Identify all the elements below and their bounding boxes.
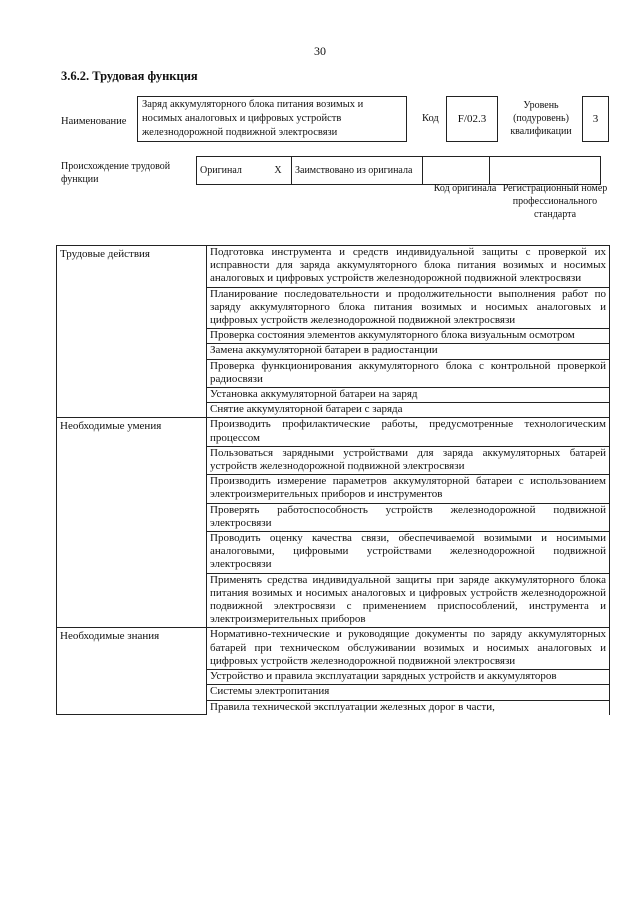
- original-code-cell: [423, 157, 490, 185]
- original-mark: X: [265, 157, 292, 185]
- section-title: 3.6.2. Трудовая функция: [61, 69, 198, 83]
- table-cell-item: Системы электропитания: [207, 685, 610, 700]
- table-cell-item: Проверять работоспособность устройств железнодорожной подвижной электросвязи: [207, 503, 610, 531]
- table-cell-item: Планирование последовательности и продолжительности выполнения работ по заряду аккумуляторного блока питания возимых и носимых аналоговых и цифровых устройств железнодорожной подвижной электросвязи: [207, 287, 610, 329]
- table-cell-item: Проводить оценку качества связи, обеспечиваемой возимыми и носимыми аналоговыми, цифровыми устройствами железнодорожной подвижной электросвязи: [207, 532, 610, 574]
- name-value: Заряд аккумуляторного блока питания возимых и носимых аналоговых и цифровых устройств железнодорожной подвижной электросвязи: [137, 96, 407, 142]
- page-number: 30: [314, 44, 326, 58]
- table-cell-item: Замена аккумуляторной батареи в радиостанции: [207, 344, 610, 359]
- table-cell-item: Производить измерение параметров аккумуляторной батареи с использованием электроизмерительных приборов и инструментов: [207, 475, 610, 503]
- required-knowledge-category: Необходимые знания: [57, 628, 207, 715]
- level-value: 3: [582, 96, 609, 142]
- code-value: F/02.3: [446, 96, 498, 142]
- table-cell-item: Снятие аккумуляторной батареи с заряда: [207, 403, 610, 418]
- table-cell-item: Установка аккумуляторной батареи на заряд: [207, 388, 610, 403]
- table-cell-item: Устройство и правила эксплуатации зарядных устройств и аккумуляторов: [207, 670, 610, 685]
- table-cell-item: Проверка состояния элементов аккумуляторного блока визуальным осмотром: [207, 329, 610, 344]
- table-cell-item: Пользоваться зарядными устройствами для заряда аккумуляторных батарей устройств железнодорожной подвижной электросвязи: [207, 446, 610, 474]
- table-cell-item: Производить профилактические работы, предусмотренные технологическим процессом: [207, 418, 610, 446]
- required-skills-category: Необходимые умения: [57, 418, 207, 628]
- table-cell-item: Нормативно-технические и руководящие документы по заряду аккумуляторных батарей при техническом обслуживании возимых и носимых аналоговых и цифровых устройств железнодорожной подвижной электросвязи: [207, 628, 610, 670]
- table-row: [57, 628, 610, 670]
- table-row: [57, 246, 610, 288]
- table-cell-item: Применять средства индивидуальной защиты при заряде аккумуляторного блока питания возимых и носимых аналоговых и цифровых устройств железнодорожной подвижной электросвязи с применением приспособлений, инструмента и электроизмерительных приборов: [207, 573, 610, 628]
- original-label: Оригинал: [197, 157, 266, 185]
- labor-actions-category: Трудовые действия: [57, 246, 207, 418]
- origin-label: Происхождение трудовой функции: [61, 161, 171, 185]
- labor-function-table: [56, 245, 610, 715]
- origin-table: [196, 156, 601, 185]
- original-code-caption: Код оригинала: [433, 183, 497, 194]
- code-label: Код: [422, 113, 439, 124]
- table-cell-item: Проверка функционирования аккумуляторного блока с контрольной проверкой радиосвязи: [207, 359, 610, 387]
- registration-number-caption: Регистрационный номер профессионального стандарта: [502, 183, 608, 220]
- level-label: Уровень (подуровень) квалификации: [510, 100, 572, 137]
- name-label: Наименование: [61, 116, 127, 127]
- table-row: [57, 418, 610, 446]
- table-cell-item: Подготовка инструмента и средств индивидуальной защиты с проверкой их исправности для заряда аккумуляторного блока питания возимых и носимых аналоговых и цифровых устройств железнодорожной подвижной электросвязи: [207, 246, 610, 288]
- table-cell-item: Правила технической эксплуатации железных дорог в части,: [207, 700, 610, 715]
- borrowed-label: Заимствовано из оригинала: [292, 157, 423, 185]
- registration-number-cell: [490, 157, 601, 185]
